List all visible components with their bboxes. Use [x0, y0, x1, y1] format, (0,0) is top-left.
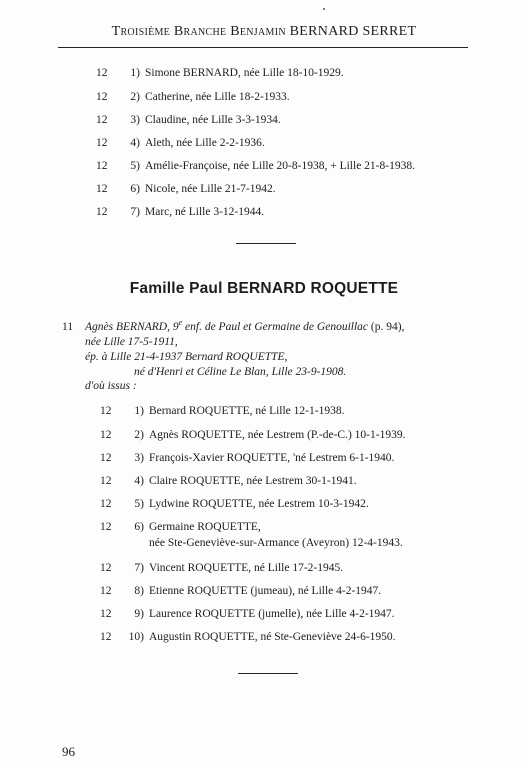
family-title: Famille Paul BERNARD ROQUETTE	[129, 280, 399, 297]
intro-parents: enf. de Paul et Germaine de Genouillac	[182, 320, 369, 333]
generation-number: 12	[100, 562, 112, 574]
list-item	[100, 452, 394, 464]
item-text: Simone BERNARD, née Lille 18-10-1929.	[145, 67, 344, 79]
list-item	[96, 67, 344, 79]
intro-line-3	[85, 351, 287, 363]
generation-number: 12	[100, 585, 112, 597]
item-number: 5)	[130, 160, 140, 172]
section-separator	[238, 673, 298, 674]
item-number: 2)	[130, 91, 140, 103]
item-text: Etienne ROQUETTE (jumeau), né Lille 4-2-1947.	[149, 585, 382, 597]
header-rule	[58, 47, 468, 48]
item-number: 9)	[134, 608, 144, 620]
generation-number: 12	[96, 67, 108, 79]
intro-rank: 9	[172, 320, 179, 333]
generation-number: 12	[100, 475, 112, 487]
item-continuation: née Ste-Geneviève-sur-Armance (Aveyron) 12-4-1943.	[149, 537, 403, 549]
list-item	[96, 114, 281, 126]
item-text: Claudine, née Lille 3-3-1934.	[145, 114, 281, 126]
generation-number: 12	[100, 631, 112, 643]
item-number: 7)	[130, 206, 140, 218]
item-number: 5)	[134, 498, 144, 510]
generation-number: 12	[96, 183, 108, 195]
list-item	[100, 405, 344, 417]
list-item	[96, 206, 264, 218]
generation-number: 12	[100, 521, 112, 533]
page-number: 96	[62, 744, 75, 759]
intro-rank-suffix: e	[178, 318, 183, 327]
generation-number: 12	[96, 206, 108, 218]
intro-issue: d'où issus :	[85, 380, 137, 392]
intro-name: Agnès BERNARD,	[85, 320, 170, 333]
list-item	[96, 91, 290, 103]
intro-spouse-birth: Lille 23-9-1908.	[268, 366, 347, 378]
item-number: 2)	[134, 429, 144, 441]
item-number: 6)	[134, 521, 144, 533]
intro-line-2	[85, 336, 178, 348]
list-item	[96, 160, 415, 172]
generation-number: 12	[96, 91, 108, 103]
generation-number: 12	[96, 137, 108, 149]
intro-spouse: Bernard ROQUETTE,	[182, 351, 288, 363]
generation-number: 11	[62, 320, 74, 333]
list-item	[100, 608, 395, 620]
item-text: Catherine, née Lille 18-2-1933.	[145, 91, 290, 103]
item-number: 4)	[134, 475, 144, 487]
item-text: Vincent ROQUETTE, né Lille 17-2-1945.	[149, 562, 344, 574]
intro-line-1	[62, 318, 404, 333]
item-text: Agnès ROQUETTE, née Lestrem (P.-de-C.) 10-1-1939.	[149, 429, 406, 441]
intro-spouse-parents: né d'Henri et Céline Le Blan,	[134, 366, 269, 378]
list-item	[100, 429, 405, 441]
generation-number: 12	[100, 429, 112, 441]
generation-number: 12	[96, 114, 108, 126]
list-item	[100, 498, 369, 510]
list-item	[100, 562, 343, 574]
list-item	[100, 631, 396, 643]
list-item	[100, 475, 357, 487]
item-text: Nicole, née Lille 21-7-1942.	[145, 183, 276, 195]
list-item	[100, 521, 403, 549]
running-head-prefix: Troisième Branche Benjamin	[111, 24, 286, 39]
item-text: Claire ROQUETTE, née Lestrem 30-1-1941.	[149, 475, 357, 487]
item-text: Lydwine ROQUETTE, née Lestrem 10-3-1942.	[149, 498, 369, 510]
section-separator	[236, 243, 296, 244]
item-number: 10)	[128, 631, 144, 643]
generation-number: 12	[100, 405, 112, 417]
item-text: Laurence ROQUETTE (jumelle), née Lille 4-2-1947.	[149, 608, 395, 620]
generation-number: 12	[100, 498, 112, 510]
running-head-name: BERNARD SERRET	[289, 24, 417, 39]
item-number: 1)	[134, 405, 144, 417]
item-number: 4)	[130, 137, 140, 149]
generation-number: 12	[100, 452, 112, 464]
item-text: Marc, né Lille 3-12-1944.	[145, 206, 265, 218]
running-head	[0, 24, 528, 40]
list-item	[96, 137, 265, 149]
item-number: 6)	[130, 183, 140, 195]
item-number: 3)	[134, 452, 144, 464]
item-text: François-Xavier ROQUETTE, 'né Lestrem 6-1-1940.	[149, 452, 395, 464]
item-text: Bernard ROQUETTE, né Lille 12-1-1938.	[149, 405, 345, 417]
intro-page-ref: (p. 94),	[368, 320, 405, 333]
intro-line-4	[134, 366, 346, 378]
speck	[323, 8, 325, 10]
generation-number: 12	[100, 608, 112, 620]
item-number: 7)	[134, 562, 144, 574]
item-number: 8)	[134, 585, 144, 597]
item-text: Amélie-Françoise, née Lille 20-8-1938, + Lille 21-8-1938.	[145, 160, 415, 172]
intro-marriage: ép. à Lille 21-4-1937	[85, 351, 183, 363]
list-item	[96, 183, 276, 195]
intro-line-5	[85, 380, 137, 392]
item-text: Germaine ROQUETTE,	[149, 521, 261, 533]
item-number: 3)	[130, 114, 140, 126]
item-text: Augustin ROQUETTE, né Ste-Geneviève 24-6-1950.	[149, 631, 396, 643]
generation-number: 12	[96, 160, 108, 172]
item-number: 1)	[130, 67, 140, 79]
intro-birth: née Lille 17-5-1911,	[85, 336, 178, 348]
item-text: Aleth, née Lille 2-2-1936.	[145, 137, 265, 149]
list-item	[100, 585, 381, 597]
